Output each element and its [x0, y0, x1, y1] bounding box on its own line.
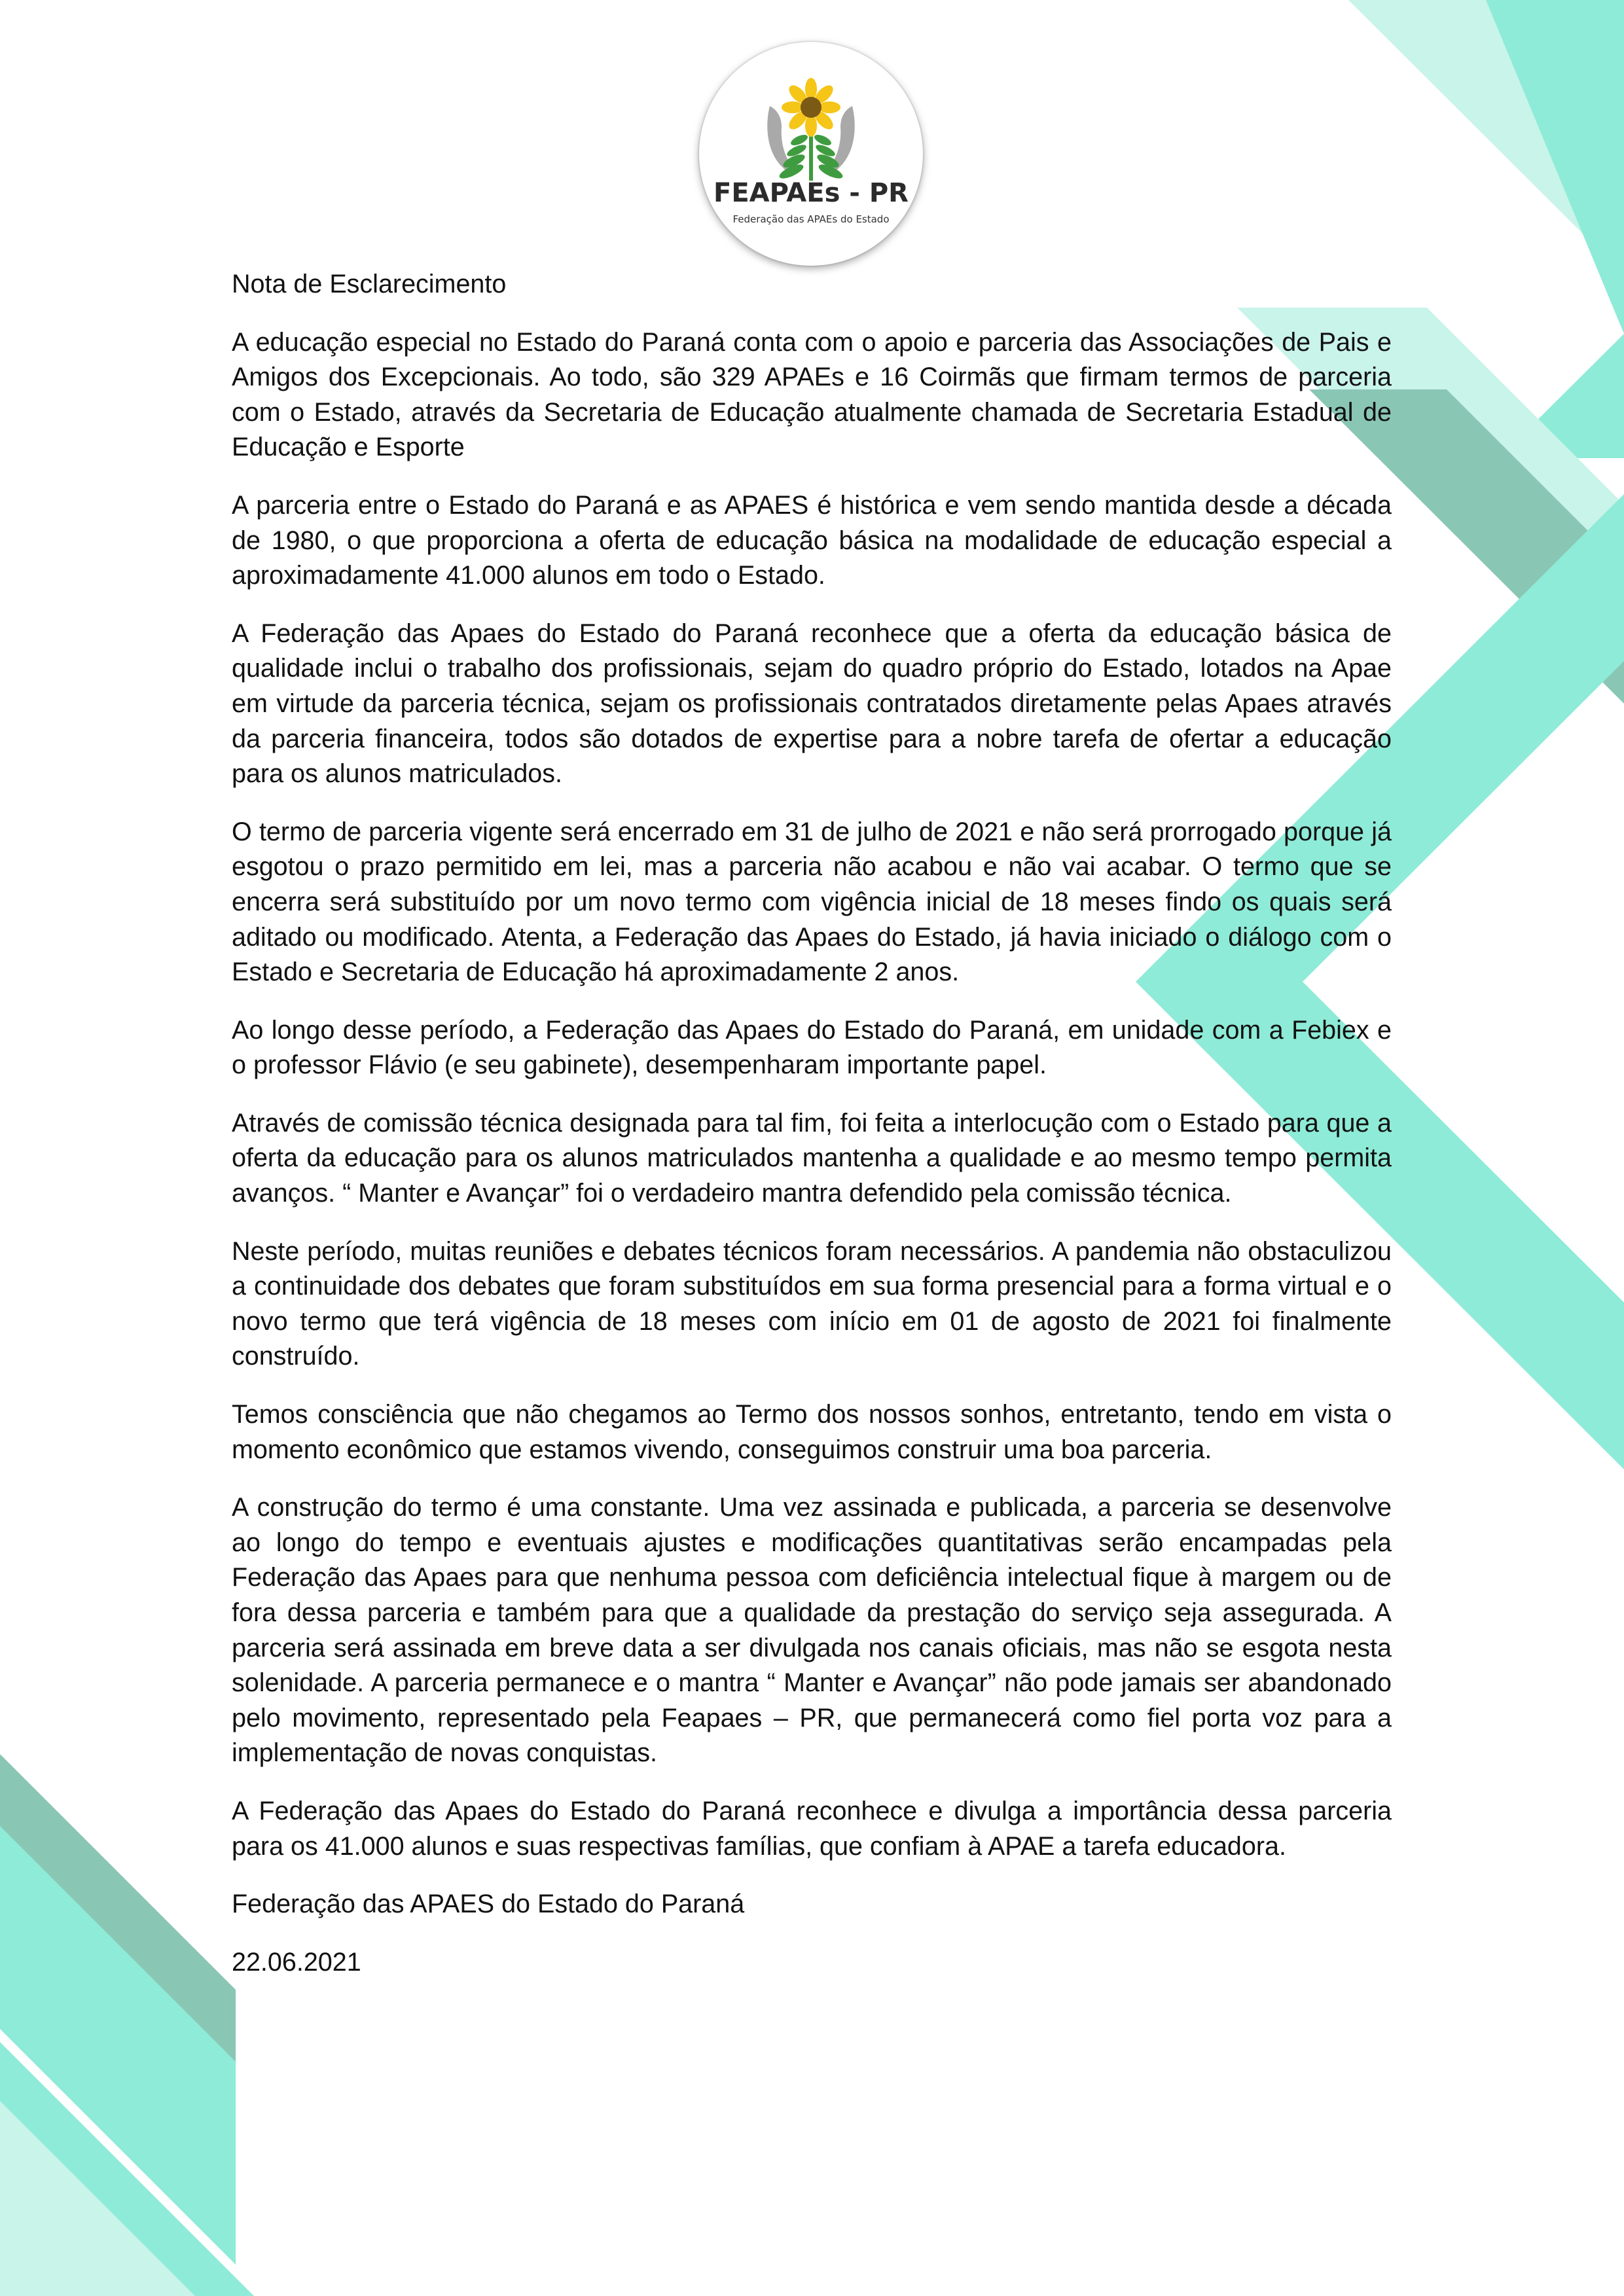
paragraph-7: Neste período, muitas reuniões e debates técnicos foram necessários. A pandemia não obstaculizou a continuidade dos debates que foram substituídos em sua forma presencial para a forma virtual e o novo termo que terá vigência de 18 meses com início em 01 de agosto de 2021 foi finalmente construído.: [232, 1236, 1392, 1371]
paragraph-9: A construção do termo é uma constante. Uma vez assinada e publicada, a parceria se desenvolve ao longo do tempo e eventuais ajustes e modificações quantitativas serão encampadas pela Federação das Apaes para que nenhuma pessoa com deficiência intelectual fique à margem ou de fora dessa parceria e também para que a qualidade da prestação do serviço seja assegurada. A parceria será assinada em breve data a ser divulgada nos canais oficiais, mas não se esgota nesta solenidade. A parceria permanece e o mantra “ Manter e Avançar” não pode jamais ser abandonado pelo movimento, representado pela Feapaes – PR, que permanecerá como fiel porta voz para a implementação de novas conquistas.: [232, 1493, 1392, 1768]
paragraph-5: Ao longo desse período, a Federação das Apaes do Estado do Paraná, em unidade com a Febiex e o professor Flávio (e seu gabinete), desempenharam importante papel.: [232, 1015, 1392, 1080]
document-title: Nota de Esclarecimento: [232, 270, 507, 298]
sunflower-hands-icon: [699, 42, 923, 266]
paragraph-4: O termo de parceria vigente será encerrado em 31 de julho de 2021 e não será prorrogado porque já esgotou o prazo permitido em lei, mas a parceria não acabou e não vai acabar. O termo que se encerra será substituído por um novo termo com vigência inicial de 18 meses findo os quais será aditado ou modificado. Atenta, a Federação das Apaes do Estado, já havia iniciado o diálogo com o Estado e Secretaria de Educação há aproximadamente 2 anos.: [232, 817, 1392, 987]
signature: Federação das APAES do Estado do Paraná: [232, 1890, 745, 1919]
logo-name: FEAPAEs - PR: [713, 178, 909, 208]
document-date: 22.06.2021: [232, 1947, 361, 1977]
paragraph-10: A Federação das Apaes do Estado do Paraná reconhece e divulga a importância dessa parceria para os 41.000 alunos e suas respectivas famílias, que confiam à APAE a tarefa educadora.: [232, 1796, 1392, 1861]
document-body: [232, 267, 1392, 2003]
logo-subtitle: Federação das APAEs do Estado: [732, 213, 890, 225]
paragraph-8: Temos consciência que não chegamos ao Termo dos nossos sonhos, entretanto, tendo em vista o momento econômico que estamos vivendo, conseguimos construir uma boa parceria.: [232, 1400, 1392, 1464]
paragraph-1: A educação especial no Estado do Paraná conta com o apoio e parceria das Associações de Pais e Amigos dos Excepcionais. Ao todo, são 329 APAEs e 16 Coirmãs que firmam termos de parceria com o Estado, através da Secretaria de Educação atualmente chamada de Secretaria Estadual de Educação e Esporte: [232, 327, 1392, 462]
paragraph-6: Através de comissão técnica designada para tal fim, foi feita a interlocução com o Estado para que a oferta da educação para os alunos matriculados mantenha a qualidade e ao mesmo tempo permita avanços. “ Manter e Avançar” foi o verdadeiro mantra defendido pela comissão técnica.: [232, 1108, 1392, 1208]
paragraph-3: A Federação das Apaes do Estado do Paraná reconhece que a oferta da educação básica de qualidade inclui o trabalho dos profissionais, sejam do quadro próprio do Estado, lotados na Apae em virtude da parceria técnica, sejam os profissionais contratados diretamente pelas Apaes através da parceria financeira, todos são dotados de expertise para a nobre tarefa de ofertar a educação para os alunos matriculados.: [232, 619, 1392, 789]
paragraph-2: A parceria entre o Estado do Paraná e as APAES é histórica e vem sendo mantida desde a década de 1980, o que proporciona a oferta de educação básica na modalidade de educação especial a aproximadamente 41.000 alunos em todo o Estado.: [232, 490, 1392, 590]
feapaes-logo: [699, 42, 923, 266]
